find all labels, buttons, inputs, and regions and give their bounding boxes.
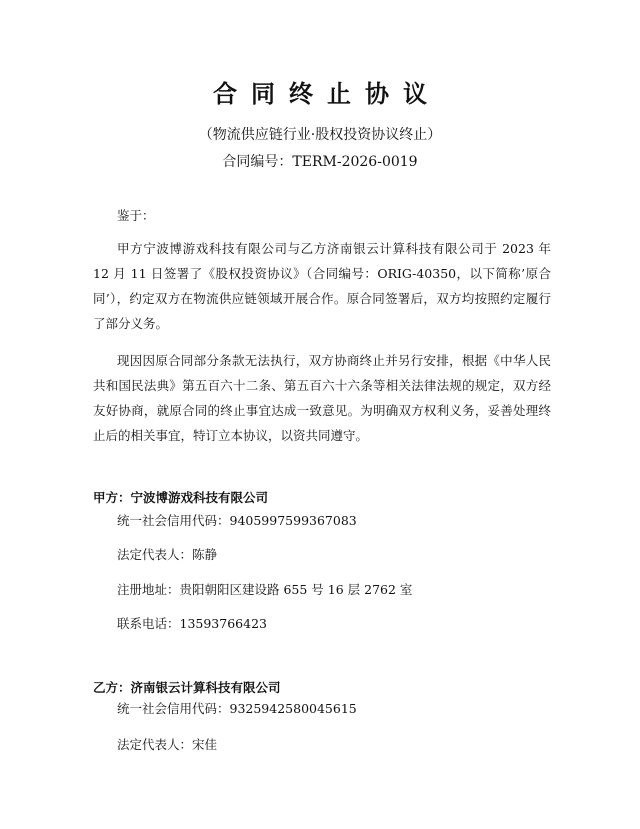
document-subtitle: （物流供应链行业·股权投资协议终止） bbox=[198, 127, 442, 143]
contract-number: 合同编号：TERM-2026-0019 bbox=[222, 154, 418, 170]
party-a-address: 注册地址：贵阳朝阳区建设路 655 号 16 层 2762 室 bbox=[117, 582, 413, 597]
party-b-credit-code: 统一社会信用代码：9325942580045615 bbox=[117, 701, 357, 716]
recital-paragraph-1: 甲方宁波博游戏科技有限公司与乙方济南银云计算科技有限公司于 2023 年 12 月 11 日签署了《股权投资协议》（合同编号：ORIG-40350，以下简称’原合同’），约定双方在物流供应链领域开展合作。原合同签署后，双方均按照约定履行了部分义务。 bbox=[93, 241, 551, 331]
party-b-representative: 法定代表人：宋佳 bbox=[117, 737, 218, 752]
party-a-phone: 联系电话：13593766423 bbox=[117, 616, 267, 631]
party-b-title: 乙方：济南银云计算科技有限公司 bbox=[93, 680, 281, 695]
party-a-credit-code: 统一社会信用代码：9405997599367083 bbox=[117, 513, 357, 528]
party-a-title: 甲方：宁波博游戏科技有限公司 bbox=[93, 490, 269, 505]
preamble-label: 鉴于： bbox=[117, 208, 155, 223]
party-a-representative: 法定代表人：陈静 bbox=[117, 547, 218, 562]
recital-paragraph-2: 现因因原合同部分条款无法执行，双方协商终止并另行安排，根据《中华人民共和国民法典》第五百六十二条、第五百六十六条等相关法律法规的规定，双方经友好协商，就原合同的终止事宜达成一致意见。为明确双方权利义务，妥善处理终止后的相关事宜，特订立本协议，以资共同遵守。 bbox=[93, 353, 551, 443]
document-title: 合同终止协议 bbox=[213, 80, 441, 108]
